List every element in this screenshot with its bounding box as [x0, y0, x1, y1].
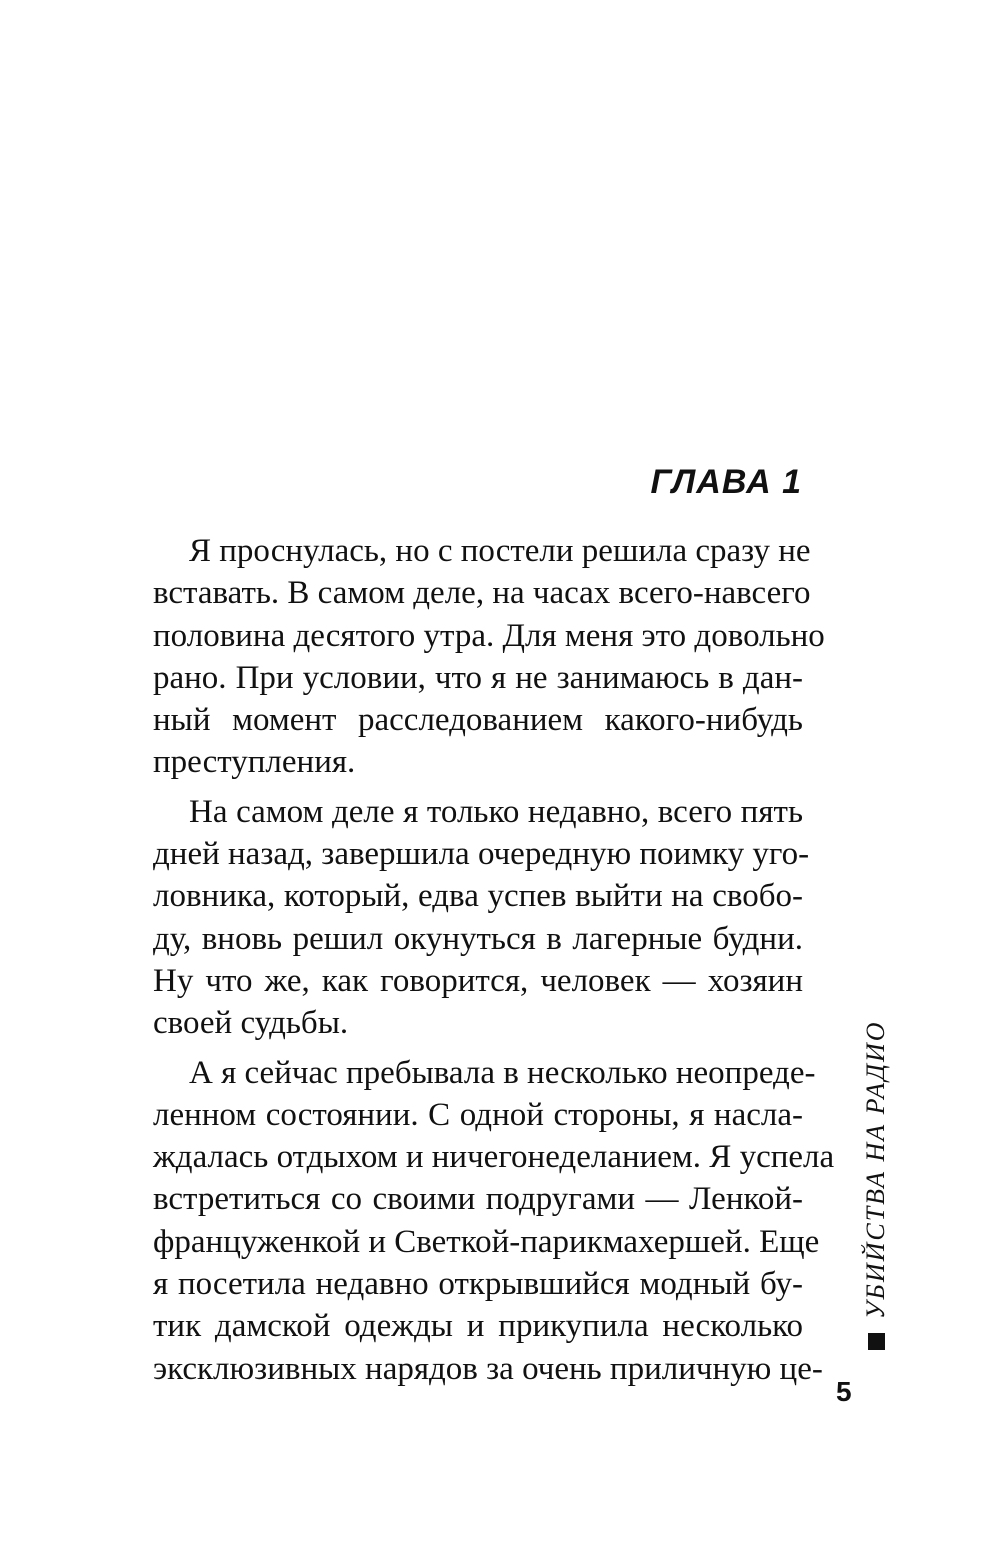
text-line: ленном состоянии. С одной стороны, я насла-: [153, 1096, 803, 1133]
text-line: ждалась отдыхом и ничегонеделанием. Я успела: [153, 1139, 835, 1176]
text-line: На самом деле я только недавно, всего пять: [189, 793, 803, 830]
running-title: [860, 1020, 892, 1350]
text-line: ловника, который, едва успев выйти на свобо-: [153, 878, 803, 915]
paragraph-1: [117, 530, 825, 784]
paragraph-2: [117, 791, 810, 1045]
page-number: 5: [836, 1376, 852, 1407]
square-bullet-icon: [868, 1333, 885, 1350]
running-title-text: УБИЙСТВА НА РАДИО: [861, 1020, 890, 1319]
text-line: А я сейчас пребывала в несколько неопреде-: [189, 1054, 816, 1091]
text-line: рано. При условии, что я не занимаюсь в дан-: [153, 659, 803, 696]
text-line: я посетила недавно открывшийся модный бу-: [153, 1266, 803, 1303]
text-line: француженкой и Светкой-парикмахершей. Еще: [153, 1223, 820, 1260]
paragraph-3: [117, 1052, 835, 1390]
text-line: дней назад, завершила очередную поимку уго-: [153, 836, 810, 873]
text-line: ду, вновь решил окунуться в лагерные будни.: [153, 920, 803, 957]
text-line: Ну что же, как говорится, человек — хозяин: [153, 962, 803, 999]
text-line: тик дамской одежды и прикупила несколько: [153, 1308, 803, 1345]
text-line: вставать. В самом деле, на часах всего-навсего: [153, 575, 811, 612]
text-line: преступления.: [153, 744, 356, 781]
text-body: [117, 530, 835, 1397]
chapter-title: ГЛАВА 1: [650, 463, 802, 501]
text-line: ный момент расследованием какого-нибудь: [153, 702, 803, 739]
text-line: эксклюзивных нарядов за очень приличную це-: [153, 1350, 823, 1387]
text-line: своей судьбы.: [153, 1005, 349, 1042]
text-line: Я проснулась, но с постели решила сразу не: [189, 533, 811, 569]
text-line: встретиться со своими подругами — Ленкой-: [153, 1181, 803, 1218]
text-line: половина десятого утра. Для меня это довольно: [153, 617, 825, 654]
